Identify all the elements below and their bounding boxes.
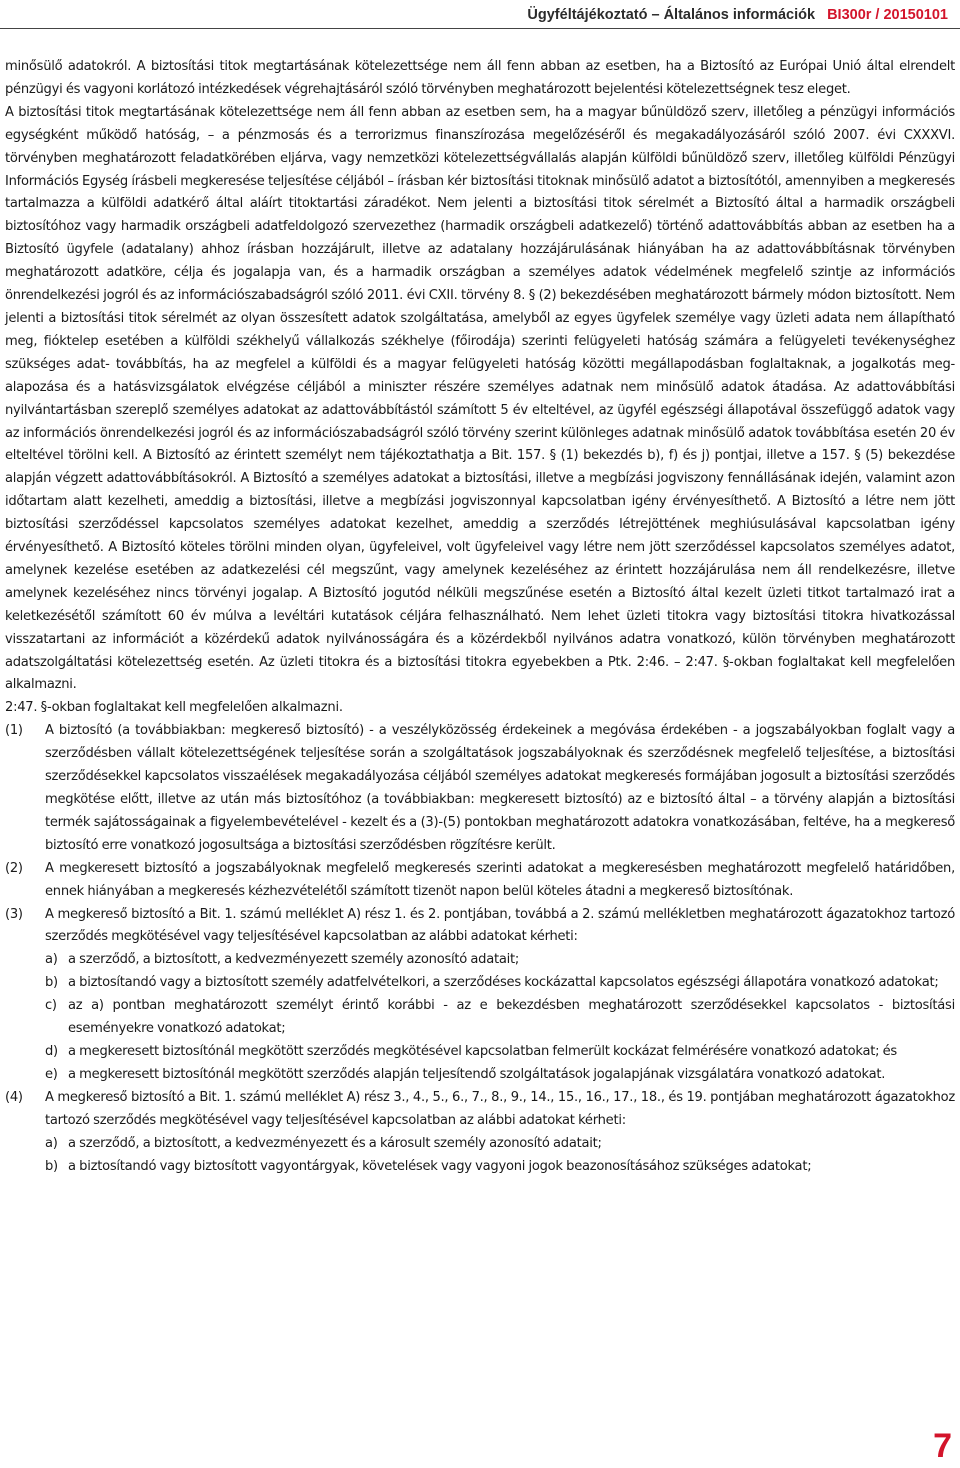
- numbered-item-3: [5, 904, 955, 950]
- sub-item-letter: d): [45, 1043, 58, 1059]
- sub-item-letter: c): [45, 998, 57, 1014]
- sub-item-letter: a): [45, 952, 58, 968]
- sub-item-text: az a) pontban meghatározott személyt érintő korábbi - az e bekezdésben meghatározott szerződésekkel kapcsolatos - biztosítási eseményekre vonatkozó adatokat;: [68, 998, 955, 1037]
- paragraph: minősülő adatokról. A biztosítási titok megtartásának kötelezettsége nem áll fenn abban az esetben, ha a Biztosító az Európai Unió által elrendelt pénzügyi és vagyoni korlátozó intézkedések végrehajtásáról szóló törvényben meghatározott bejelentési kötelezettségnek tesz eleget.: [5, 59, 955, 97]
- document-code: BI300r / 20150101: [827, 7, 948, 23]
- sub-item-3a: [5, 949, 955, 972]
- numbered-item-1: [5, 720, 955, 857]
- item-text: A megkeresett biztosító a jogszabályoknak megfelelő megkeresés szerinti adatokat a megkeresésben meghatározott megfelelő határidőben, ennek hiányában a megkeresés kézhezvételétől számított tizenöt napon belül köteles átadni a megkereső biztosítónak.: [45, 860, 955, 899]
- sub-item-text: a biztosítandó vagy biztosított vagyontárgyak, követelések vagy vagyoni jogok beazonosításához szükséges adatokat;: [68, 1158, 812, 1174]
- numbered-item-2: [5, 858, 955, 904]
- header-title: Ügyféltájékoztató – Általános információk: [527, 7, 816, 23]
- document-body: [5, 56, 955, 1178]
- sub-item-3d: [5, 1041, 955, 1064]
- item-number: (2): [5, 860, 23, 876]
- sub-item-letter: b): [45, 975, 58, 991]
- sub-item-3e: [5, 1064, 955, 1087]
- sub-item-text: a megkeresett biztosítónál megkötött szerződés megkötésével kapcsolatban felmerült kockázat felmérésére vonatkozó adatokat; és: [68, 1043, 897, 1059]
- item-text: A biztosító (a továbbiakban: megkereső biztosító) - a veszélyközösség érdekeinek a megóvása érdekében - a jogszabályokban foglalt vagy a szerződésben vállalt kötelezettségének teljesítése során a szolgáltatások jogszabályoknak és szerződésnek megfelelő teljesítése, a biztosítási szerződésekkel kapcsolatos visszaélések megakadályozása céljából személyes adatokat megkeresés formájában jogosult a biztosítási szerződés megkötése előtt, illetve az után más biztosítóhoz (a továbbiakban: megkeresett biztosító) az e biztosító által – a törvény alapján a biztosítási termék sajátosságainak a figyelembevételével - kezelt és a (3)-(5) pontokban meghatározott adatokra vonatkozásában, feltéve, ha a megkereső biztosító erre vonatkozó jogosultsága a biztosítási szerződésben rögzítésre került.: [45, 723, 955, 853]
- numbered-item-4: [5, 1087, 955, 1133]
- sub-item-letter: b): [45, 1158, 58, 1174]
- sub-item-4b: [5, 1156, 955, 1179]
- paragraph: 2:47. §-okban foglaltakat kell megfelelően alkalmazni.: [5, 700, 343, 716]
- sub-item-text: a megkeresett biztosítónál megkötött szerződés alapján teljesítendő szolgáltatások jogalapjának vizsgálatára vonatkozó adatokat.: [68, 1066, 886, 1082]
- item-number: (3): [5, 906, 23, 922]
- paragraph: A biztosítási titok megtartásának kötelezettsége nem áll fenn abban az esetben sem, ha a magyar bűnüldöző szerv, illetőleg a pénzügyi információs egységként működő hatóság, – a pénzmosás és a terrorizmus finanszírozása megelőzéséről és megakadályozásáról szóló 2007. évi CXXXVI. törvényben meghatározott feladatkörében eljárva, vagy nemzetközi kötelezettségvállalás alapján külföldi bűnüldöző szerv, illetőleg külföldi Pénzügyi Információs Egység írásbeli megkeresése teljesítése céljából – írásban kér biztosítási titoknak minősülő adatot a biztosítótól, amennyiben a megkeresés tartalmazza a külföldi adatkérő által aláírt titoktartási záradékot. Nem jelenti a biztosítási titok sérelmét a Biztosító által a harmadik országbeli biztosítóhoz vagy harmadik országbeli adatfeldolgozó szervezethez (harmadik országbeli adatkezelő) történő adattovábbítás abban az esetben ha a Biztosító ügyfele (adatalany) ahhoz írásban hozzájárult, illetve az adatalany hozzájárulásának hiányában ha az adattovábbításnak törvényben meghatározott adatköre, célja és jogalapja van, és a harmadik országban a személyes adatok védelmének megfelelő szintje az információs önrendelkezési jogról és az információszabadságról szóló 2011. évi CXII. törvény 8. § (2) bekezdésében meghatározott bármely módon biztosított. Nem jelenti a biztosítási titok sérelmét az olyan összesített adatok szolgáltatása, amelyből az egyes ügyfelek személye vagy üzleti adata nem állapítható meg, fióktelep esetében a külföldi székhelyű vállalkozás székhelye (főirodája) szerinti felügyeleti hatóság számára a felügyeleti tevékenységhez szükséges adat- továbbítás, ha az megfelel a külföldi és a magyar felügyeleti hatóság közötti megállapodásban foglaltaknak, a jogalkotás meg- alapozása és a hatásvizsgálatok elvégzése céljából a miniszter részére személyes adatnak nem minősülő adatok átadása. Az adattovábbítási nyilvántartásban szereplő személyes adatokat az adattovábbítástól számított 5 év elteltével, az ügyfél egészségi állapotával összefüggő adatok vagy az információs önrendelkezési jogról és az információszabadságról szóló törvény szerint különleges adatnak minősülő adatok továbbítása esetén 20 év elteltével törölni kell. A Biztosító az érintett személyt nem tájékoztathatja a Bit. 157. § (1) bekezdés b), f) és j) pontjai, illetve a 157. § (5) bekezdése alapján végzett adattovábbításokról. A Biztosító a személyes adatokat a biztosítási, illetve a megbízási jogviszony fennállásának idején, valamint azon időtartam alatt kezelheti, ameddig a biztosítási, illetve a megbízási jogviszonnyal kapcsolatban igény érvényesíthető. A Biztosító a létre nem jött biztosítási szerződéssel kapcsolatos személyes adatokat kezelhet, ameddig a szerződés létrejöttének meghiúsulásával kapcsolatban igény érvényesíthető. A Biztosító köteles törölni minden olyan, ügyfeleivel, volt ügyfeleivel vagy létre nem jött szerződéssel kapcsolatos személyes adatot, amelynek kezelése esetében az adatkezelési cél megszűnt, vagy amelynek kezeléséhez az érintett hozzájárulása nem áll rendelkezésre, illetve amelynek kezeléséhez nincs törvényi jogalap. A Biztosító jogutód nélküli megszűnése esetén a Biztosító által kezelt üzleti titkot tartalmazó irat a keletkezésétől számított 60 év múlva a levéltári kutatások céljára felhasználható. Nem lehet üzleti titokra vagy biztosítási titokra hivatkozással visszatartani az információt a közérdekű adatok nyilvánosságára és a közérdekből nyilvános adatra vonatkozó, külön törvényben meghatározott adatszolgáltatási kötelezettség esetén. Az üzleti titokra és a biztosítási titokra egyebekben a Ptk. 2:46. – 2:47. §-okban foglaltakat kell megfelelően alkalmazni.: [5, 104, 955, 693]
- header-rule: [0, 28, 960, 29]
- item-text: A megkereső biztosító a Bit. 1. számú melléklet A) rész 1. és 2. pontjában, továbbá a 2. számú mellékletben meghatározott ágazatokhoz tartozó szerződés megkötésével vagy teljesítésével kapcsolatban az alábbi adatokat kérheti:: [45, 906, 955, 945]
- sub-item-text: a szerződő, a biztosított, a kedvezményezett személy azonosító adatait;: [68, 952, 520, 968]
- item-number: (1): [5, 723, 23, 739]
- sub-item-text: a biztosítandó vagy a biztosított személy adatfelvételkori, a szerződéses kockázattal kapcsolatos egészségi állapotára vonatkozó adatokat;: [68, 975, 939, 991]
- item-number: (4): [5, 1089, 23, 1105]
- sub-item-4a: [5, 1133, 955, 1156]
- item-text: A megkereső biztosító a Bit. 1. számú melléklet A) rész 3., 4., 5., 6., 7., 8., 9., 14., 15., 16., 17., 18., és 19. pontjában meghatározott ágazatokhoz tartozó szerződés megkötésével vagy teljesítésével kapcsolatban az alábbi adatokat kérheti:: [45, 1089, 955, 1128]
- page-number: 7: [933, 1427, 952, 1465]
- sub-item-letter: a): [45, 1135, 58, 1151]
- sub-item-3c: [5, 995, 955, 1041]
- sub-item-text: a szerződő, a biztosított, a kedvezményezett és a károsult személy azonosító adatait;: [68, 1135, 602, 1151]
- sub-item-3b: [5, 972, 955, 995]
- sub-item-letter: e): [45, 1066, 58, 1082]
- page-header: [0, 0, 960, 30]
